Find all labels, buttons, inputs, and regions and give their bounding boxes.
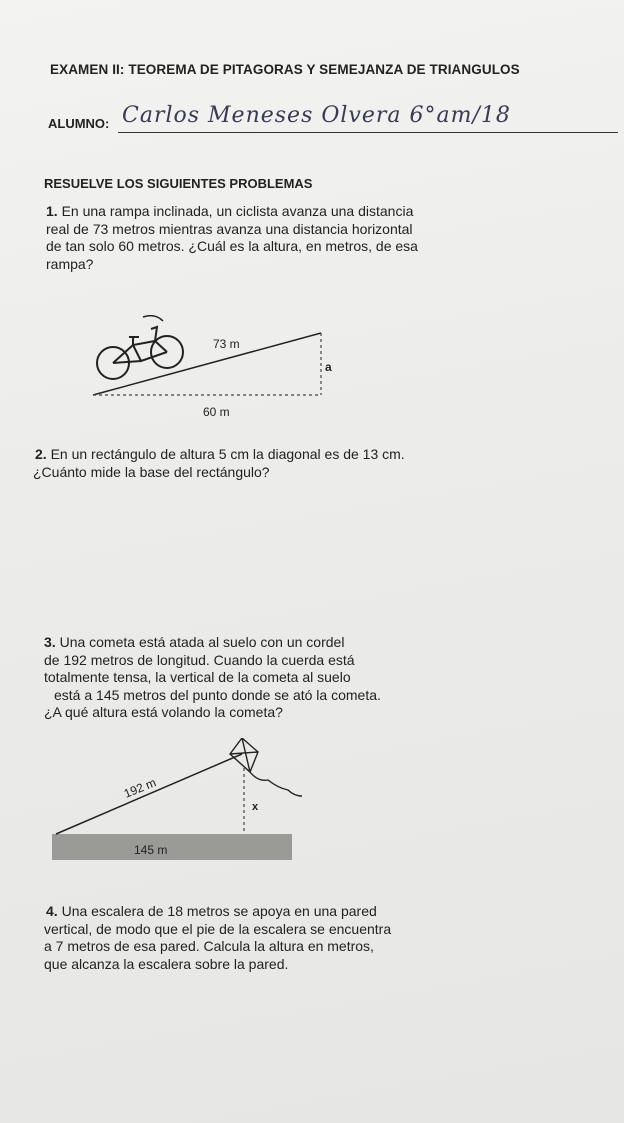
ground-strip: [52, 834, 292, 860]
problem-2-number: 2.: [35, 446, 47, 462]
problem-2: [33, 446, 433, 481]
problem-3-line-1: 3. Una cometa está atada al suelo con un cordel: [44, 634, 345, 650]
ramp-hypotenuse-label: 73 m: [213, 337, 240, 351]
student-label: ALUMNO:: [48, 116, 110, 131]
problem-1-line-4: rampa?: [46, 255, 94, 272]
section-title: RESUELVE LOS SIGUIENTES PROBLEMAS: [44, 176, 313, 191]
problem-4-line-2: vertical, de modo que el pie de la escalera se encuentra: [44, 920, 392, 937]
student-name-handwritten: Carlos Meneses Olvera 6°am/18: [122, 103, 511, 128]
problem-4-line-3: a 7 metros de esa pared. Calcula la altura en metros,: [44, 938, 374, 954]
exam-title: EXAMEN II: TEOREMA DE PITAGORAS Y SEMEJANZA DE TRIANGULOS: [50, 62, 520, 77]
problem-4-line-4: que alcanza la escalera sobre la pared.: [44, 955, 289, 972]
problem-1-line-2: real de 73 metros mientras avanza una distancia horizontal: [46, 220, 413, 237]
problem-3-line-4: está a 145 metros del punto donde se ató la cometa.: [54, 686, 381, 703]
student-name-line: [118, 132, 618, 133]
problem-2-line-2: ¿Cuánto mide la base del rectángulo?: [33, 463, 270, 480]
kite-string-label: 192 m: [121, 775, 159, 801]
problem-3-number: 3.: [44, 634, 56, 650]
problem-1-line-3: de tan solo 60 metros. ¿Cuál es la altura, en metros, de esa: [46, 238, 418, 254]
ramp-figure: [85, 315, 345, 425]
problem-4: [44, 903, 394, 973]
problem-3-line-2: de 192 metros de longitud. Cuando la cuerda está: [44, 651, 355, 668]
kite-figure: [52, 738, 312, 870]
problem-3: [44, 634, 394, 722]
kite-base-label: 145 m: [134, 843, 168, 857]
kite-string: [56, 754, 242, 834]
ramp-hypotenuse: [93, 333, 321, 395]
problem-3-line-5: ¿A qué altura está volando la cometa?: [44, 704, 283, 720]
problem-1-line-1: 1. En una rampa inclinada, un ciclista avanza una distancia: [46, 203, 414, 219]
kite-height-label: x: [252, 801, 259, 813]
problem-3-line-3: totalmente tensa, la vertical de la cometa al suelo: [44, 669, 351, 685]
ramp-base-label: 60 m: [203, 405, 230, 419]
problem-4-number: 4.: [46, 903, 58, 919]
problem-1: [46, 203, 446, 273]
problem-4-line-1: 4. Una escalera de 18 metros se apoya en una pared: [46, 903, 377, 919]
kite-icon: [230, 738, 302, 796]
problem-1-number: 1.: [46, 203, 58, 219]
bicycle-icon: [97, 327, 183, 379]
problem-2-line-1: 2. En un rectángulo de altura 5 cm la diagonal es de 13 cm.: [35, 446, 405, 462]
rider-arc-icon: [143, 316, 163, 321]
ramp-height-label: a: [325, 360, 332, 374]
